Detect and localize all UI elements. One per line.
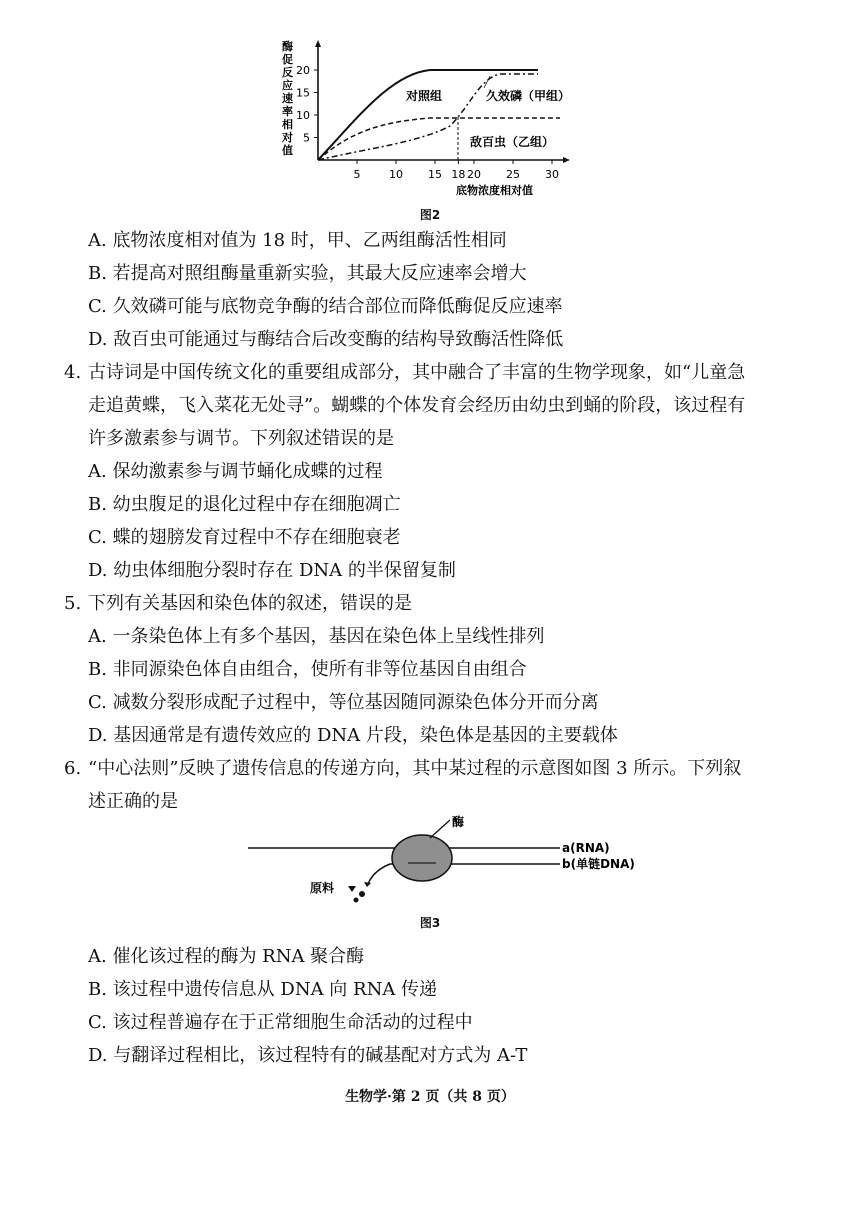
x-axis-arrow	[563, 157, 570, 163]
q6-option-c: C. 该过程普遍存在于正常细胞生命活动的过程中	[88, 1012, 473, 1033]
q6-option-a: A. 催化该过程的酶为 RNA 聚合酶	[88, 946, 365, 967]
x-tick-label: 20	[467, 168, 481, 181]
q6-stem-line-1: “中心法则”反映了遗传信息的传递方向，其中某过程的示意图如图 3 所示。下列叙	[88, 758, 742, 779]
y-tick-label: 20	[296, 64, 310, 77]
x-tick-label: 18	[451, 168, 466, 181]
q4-option-d: D. 幼虫体细胞分裂时存在 DNA 的半保留复制	[88, 560, 456, 581]
material-dot-2	[354, 898, 359, 903]
strand-b-label: b(单链DNA)	[562, 857, 635, 871]
label-control: 对照组	[406, 89, 443, 103]
enzyme-ellipse	[392, 835, 452, 881]
x-axis-title: 底物浓度相对值	[456, 184, 533, 197]
q6-stem-line-2: 述正确的是	[88, 791, 178, 812]
q5-option-a: A. 一条染色体上有多个基因，基因在染色体上呈线性排列	[88, 626, 545, 647]
x-tick-label: 15	[428, 168, 442, 181]
q3-option-a: A. 底物浓度相对值为 18 时，甲、乙两组酶活性相同	[88, 230, 507, 251]
q4-stem-line-3: 许多激素参与调节。下列叙述错误的是	[88, 428, 394, 449]
figure-3-diagram	[240, 808, 660, 908]
q5-option-b: B. 非同源染色体自由组合，使所有非等位基因自由组合	[88, 659, 527, 680]
q4-option-a: A. 保幼激素参与调节蛹化成蝶的过程	[88, 461, 383, 482]
q4-option-b: B. 幼虫腹足的退化过程中存在细胞凋亡	[88, 494, 401, 515]
material-triangle-2	[364, 882, 371, 887]
y-tick-label: 5	[303, 131, 310, 145]
q6-option-d: D. 与翻译过程相比，该过程特有的碱基配对方式为 A-T	[88, 1045, 528, 1066]
x-tick-label: 30	[545, 168, 559, 181]
material-triangle-1	[348, 886, 356, 892]
q6-option-b: B. 该过程中遗传信息从 DNA 向 RNA 传递	[88, 979, 438, 1000]
label-dibaichong: 敌百虫（乙组）	[470, 135, 555, 149]
page-footer: 生物学·第 2 页（共 8 页）	[345, 1089, 515, 1105]
enzyme-label: 酶	[452, 815, 465, 829]
figure-2-svg	[270, 36, 590, 206]
enzyme-pointer	[430, 820, 450, 838]
y-tick-label: 10	[296, 109, 310, 122]
material-label: 原料	[310, 881, 335, 895]
y-axis-arrow	[315, 40, 321, 47]
q5-stem-line-1: 下列有关基因和染色体的叙述，错误的是	[88, 593, 412, 614]
q6-number: 6.	[64, 758, 82, 779]
x-tick-label: 10	[389, 168, 403, 181]
x-ticks	[354, 160, 560, 181]
q4-option-c: C. 蝶的翅膀发育过程中不存在细胞衰老	[88, 527, 401, 548]
x-tick-label: 5	[353, 168, 361, 181]
y-tick-label: 15	[296, 86, 310, 100]
y-axis-title: 酶促反应速率相对值	[282, 40, 293, 157]
q3-option-c: C. 久效磷可能与底物竞争酶的结合部位而降低酶促反应速率	[88, 296, 563, 317]
q5-option-c: C. 减数分裂形成配子过程中，等位基因随同源染色体分开而分离	[88, 692, 599, 713]
figure-3-caption: 图3	[419, 916, 441, 930]
figure-2-chart	[270, 36, 590, 206]
figure-2-caption: 图2	[419, 208, 441, 222]
x-tick-label: 25	[506, 168, 520, 181]
q4-stem-line-2: 走追黄蝶，飞入菜花无处寻”。蝴蝶的个体发育会经历由幼虫到蛹的阶段，该过程有	[88, 395, 746, 416]
figure-3-svg	[240, 808, 660, 908]
q3-option-b: B. 若提高对照组酶量重新实验，其最大反应速率会增大	[88, 263, 527, 284]
y-ticks	[296, 64, 318, 145]
q5-option-d: D. 基因通常是有遗传效应的 DNA 片段，染色体是基因的主要载体	[88, 725, 618, 746]
q3-option-d: D. 敌百虫可能通过与酶结合后改变酶的结构导致酶活性降低	[88, 329, 564, 350]
q4-stem-line-1: 古诗词是中国传统文化的重要组成部分，其中融合了丰富的生物学现象，如“儿童急	[88, 362, 746, 383]
q4-number: 4.	[64, 362, 82, 383]
strand-a-label: a(RNA)	[562, 841, 610, 855]
q5-number: 5.	[64, 593, 82, 614]
material-entry-line	[368, 864, 390, 884]
label-jiaxiao: 久效磷（甲组）	[486, 89, 571, 103]
material-dot-1	[359, 891, 365, 897]
